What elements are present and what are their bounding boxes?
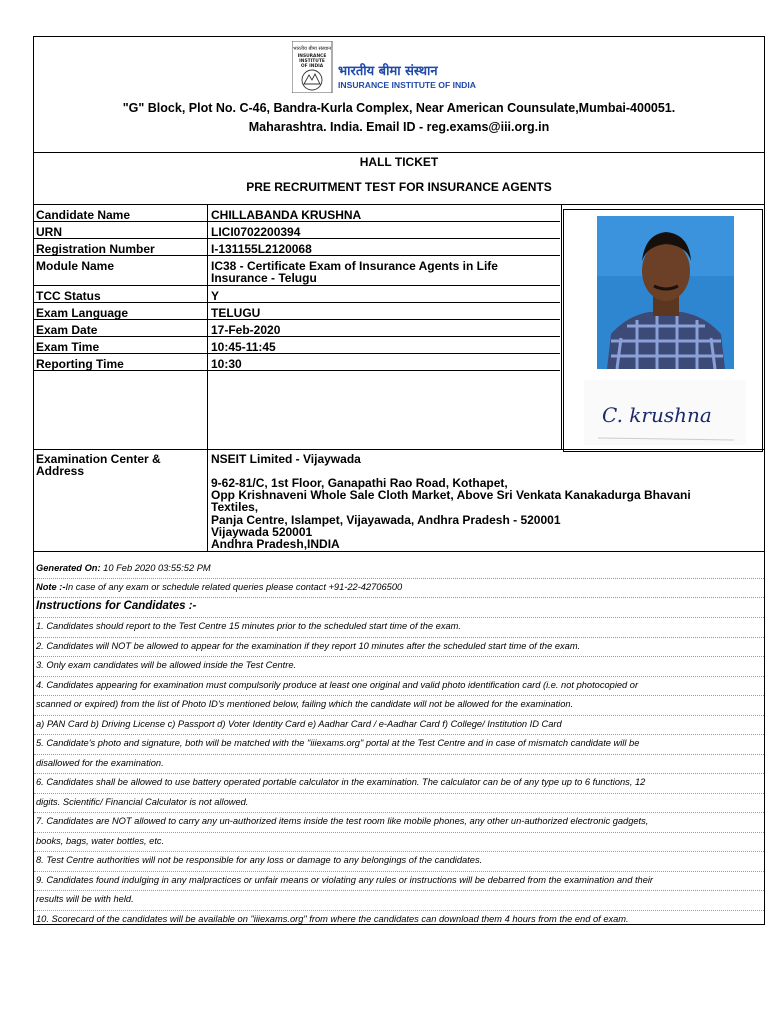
value-module-name-line2: Insurance - Telugu: [211, 271, 317, 285]
org-name-english: INSURANCE INSTITUTE OF INDIA: [338, 80, 476, 90]
label-exam-time: Exam Time: [36, 340, 100, 354]
instruction-line: a) PAN Card b) Driving License c) Passport d) Voter Identity Card e) Aadhar Card / e-Aadhar Card f) College/ Institution ID Card: [36, 718, 562, 729]
org-name-hindi: भारतीय बीमा संस्थान: [338, 64, 438, 79]
address-line-2: Maharashtra. India. Email ID - reg.exams@iii.org.in: [248, 120, 550, 134]
value-candidate-name: CHILLABANDA KRUSHNA: [211, 208, 362, 222]
label-reporting-time: Reporting Time: [36, 357, 124, 371]
label-registration-number: Registration Number: [36, 242, 155, 256]
signature-text: C. krushna: [602, 403, 712, 427]
hall-ticket-title: HALL TICKET: [359, 155, 439, 169]
instruction-line: 3. Only exam candidates will be allowed inside the Test Centre.: [36, 660, 297, 670]
note-label: Note :-: [36, 582, 66, 592]
logo-line-insurance: INSURANCE: [297, 54, 327, 59]
instruction-line: 9. Candidates found indulging in any malpractices or unfair means or violating any rules or instructions will be debarred from the examination and their: [36, 874, 654, 885]
value-exam-date: 17-Feb-2020: [211, 323, 281, 337]
instruction-line: digits. Scientific/ Financial Calculator is not allowed.: [36, 796, 249, 807]
label-exam-date: Exam Date: [36, 323, 98, 337]
value-registration-number: I-131155L2120068: [211, 242, 312, 256]
exam-center-address-3: Textiles,: [211, 500, 259, 514]
instruction-line: 1. Candidates should report to the Test Centre 15 minutes prior to the scheduled start time of the exam.: [36, 621, 461, 631]
exam-center-address-2: Opp Krishnaveni Whole Sale Cloth Market, Above Sri Venkata Kanakadurga Bhavani: [211, 488, 691, 502]
test-subtitle: PRE RECRUITMENT TEST FOR INSURANCE AGENTS: [246, 180, 552, 194]
instruction-line: 6. Candidates shall be allowed to use battery operated portable calculator in the examination. The calculator can be of any type up to 6 functions, 12: [36, 777, 646, 787]
instruction-line: 5. Candidate's photo and signature, both will be matched with the "iiiexams.org" portal at the Test Centre and in case of mismatch candidate will be: [36, 738, 640, 748]
generated-on-value: 10 Feb 2020 03:55:52 PM: [103, 563, 211, 573]
iii-logo: [292, 41, 492, 93]
photo-signature-box: [563, 209, 763, 452]
instruction-line: disallowed for the examination.: [36, 757, 164, 768]
logo-line-ofindia: OF INDIA: [300, 64, 324, 69]
label-exam-language: Exam Language: [36, 306, 129, 320]
value-tcc-status: Y: [211, 289, 220, 303]
note-text: In case of any exam or schedule related queries please contact +91-22-42706500: [65, 582, 403, 592]
label-tcc-status: TCC Status: [36, 289, 101, 303]
exam-center-address-1: 9-62-81/C, 1st Floor, Ganapathi Rao Road, Kothapet,: [211, 476, 508, 490]
label-exam-center-line1: Examination Center &: [36, 452, 161, 466]
exam-center-address-5: Vijaywada 520001: [211, 525, 313, 539]
label-exam-center-line2: Address: [36, 464, 85, 478]
exam-center-address-4: Panja Centre, Islampet, Vijayawada, Andhra Pradesh - 520001: [211, 513, 561, 527]
generated-on: [36, 562, 762, 575]
address-line-1: "G" Block, Plot No. C-46, Bandra-Kurla Complex, Near American Counsulate,Mumbai-400051.: [122, 101, 676, 115]
value-exam-language: TELUGU: [211, 306, 261, 320]
logo-line-institute: INSTITUTE: [299, 59, 325, 64]
instruction-line: results will be with held.: [36, 894, 134, 904]
generated-on-label: Generated On:: [36, 563, 101, 573]
exam-center-name: NSEIT Limited - Vijaywada: [211, 452, 361, 466]
value-urn: LICI0702200394: [211, 225, 301, 239]
instructions-title: Instructions for Candidates :-: [36, 600, 197, 612]
instruction-line: scanned or expired) from the list of Photo ID's mentioned below, failing which the candidate will not be allowed for the examination.: [36, 699, 574, 709]
exam-center-address-6: Andhra Pradesh,INDIA: [211, 537, 340, 551]
instruction-line: 2. Candidates will NOT be allowed to appear for the examination if they report 10 minutes after the scheduled start time of the exam.: [36, 640, 581, 651]
label-urn: URN: [36, 225, 62, 239]
instruction-line: 4. Candidates appearing for examination must compulsorily produce at least one original and valid photo identification card (i.e. not photocopied or: [36, 679, 639, 690]
instruction-line: 7. Candidates are NOT allowed to carry any un-authorized items inside the test room like mobile phones, any other un-authorized electronic gadgets,: [36, 816, 649, 826]
instruction-line: books, bags, water bottles, etc.: [36, 835, 165, 846]
instruction-line: 8. Test Centre authorities will not be responsible for any loss or damage to any belongings of the candidates.: [36, 855, 483, 865]
candidate-signature: [584, 380, 746, 445]
instruction-line: 10. Scorecard of the candidates will be available on "iiiexams.org" from where the candidates can download them 4 hours from the end of exam.: [36, 913, 629, 924]
value-exam-time: 10:45-11:45: [211, 340, 276, 354]
value-module-name: IC38 - Certificate Exam of Insurance Agents in Life: [211, 259, 498, 273]
hall-ticket-sheet: [33, 36, 765, 925]
value-reporting-time: 10:30: [211, 357, 242, 371]
note-line: [36, 581, 762, 594]
label-candidate-name: Candidate Name: [36, 208, 131, 222]
candidate-photo: [597, 216, 734, 369]
label-module-name: Module Name: [36, 259, 115, 273]
logo-hindi-mini: भारतीय बीमा संस्थान: [292, 46, 332, 52]
